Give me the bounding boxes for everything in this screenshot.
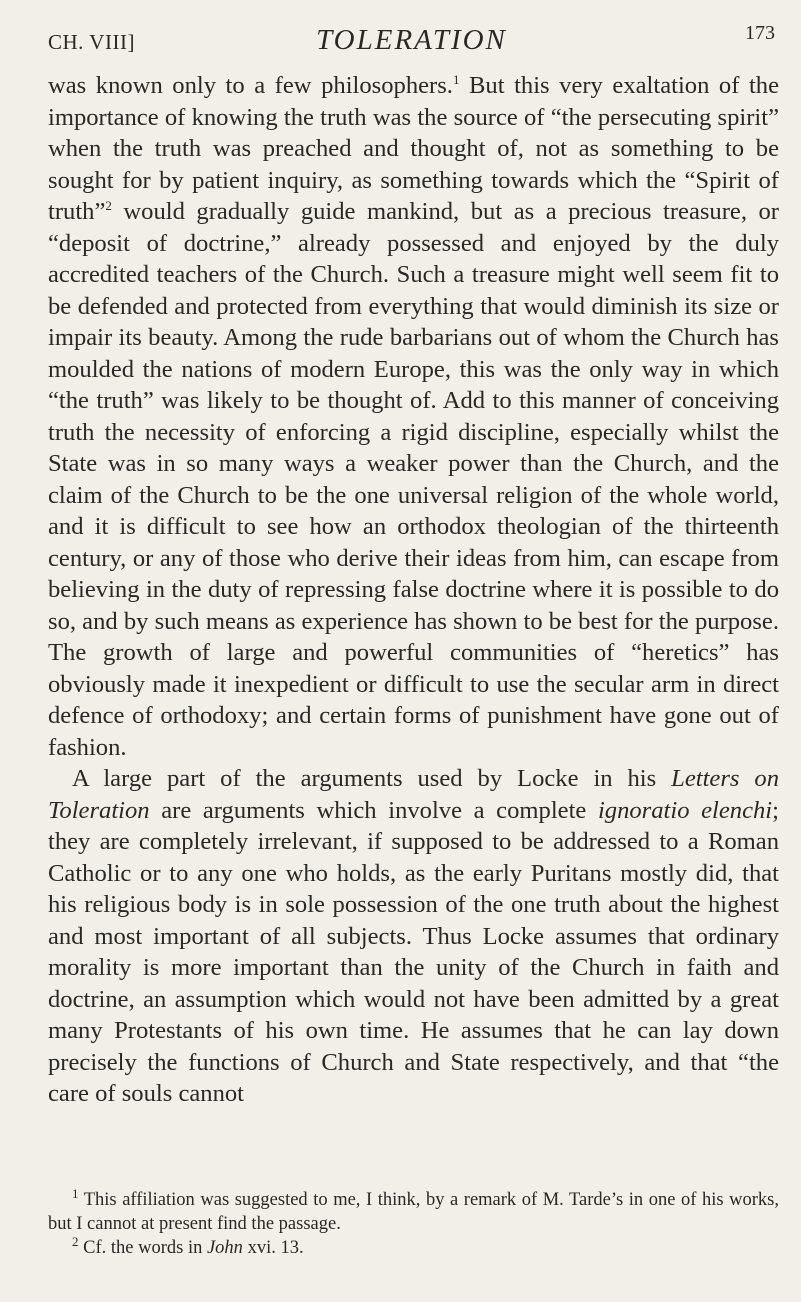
paragraph bbox=[48, 70, 779, 763]
running-title: TOLERATION bbox=[316, 24, 507, 56]
footnote-marker: 1 bbox=[72, 1185, 79, 1201]
text-run: A large part of the arguments used by Locke in his bbox=[72, 765, 672, 792]
text-run: would gradually guide mankind, but as a precious treasure, or “deposit of doctrine,” already possessed and enjoyed by the duly accredited teachers of the Church. Such a treasure might well seem fit to be defended and protected from everything that would diminish its size or impair its beauty. Among the rude barbarians out of whom the Church has moulded the nations of modern Europe, this was the only way in which “the truth” was likely to be thought of. Add to this manner of conceiving truth the necessity of enforcing a rigid discipline, especially whilst the State was in so many ways a weaker power than the Church, and the claim of the Church to be the one universal religion of the whole world, and it is difficult to see how an orthodox theologian of the thirteenth century, or any of those who derive their ideas from him, can escape from believing in the duty of repressing false doctrine where it is possible to do so, and by such means as experience has shown to be best for the purpose. The growth of large and powerful communities of “heretics” has obviously made it inexpedient or difficult to use the secular arm in direct defence of orthodoxy; and certain forms of punishment have gone out of fashion. bbox=[48, 198, 779, 761]
text-run: xvi. 13. bbox=[242, 1238, 304, 1258]
italic-text: Letters on Toleration bbox=[48, 765, 780, 824]
italic-text: ignoratio elenchi bbox=[597, 796, 773, 824]
text-run: But this very exaltation of the importance of knowing the truth was the source of “the persecuting spirit” when the truth was preached and thought of, not as something to be sought for by patient inquiry, as something towards which the “Spirit of truth” bbox=[48, 72, 779, 225]
text-run: This affiliation was suggested to me, I think, by a remark of M. Tarde’s in one of his works, but I cannot at present find the passage. bbox=[48, 1190, 779, 1234]
text-run: are arguments which involve a complete bbox=[149, 796, 598, 824]
page-number: 173 bbox=[745, 22, 775, 44]
footnotes bbox=[48, 1185, 779, 1260]
footnote bbox=[48, 1233, 779, 1260]
text-run: ; they are completely irrelevant, if supposed to be addressed to a Roman Catholic or to any one who holds, as the early Puritans mostly did, that his religious body is in sole possession of the one truth about the highest and most important of all subjects. Thus Locke assumes that ordinary morality is more important than the unity of the Church in faith and doctrine, an assumption which would not have been admitted by a great many Protestants of his own time. He assumes that he can lay down precisely the functions of Church and State respectively, and that “the care of souls cannot bbox=[48, 796, 779, 1107]
text-run: Cf. the words in bbox=[78, 1238, 207, 1258]
italic-text: John bbox=[206, 1238, 243, 1258]
footnote-marker: 1 bbox=[452, 71, 460, 87]
footnote-marker: 2 bbox=[105, 197, 112, 213]
body-text bbox=[48, 70, 779, 1110]
footnote-marker: 2 bbox=[72, 1233, 79, 1249]
paragraph bbox=[48, 763, 779, 1110]
text-run: was known only to a few philosophers. bbox=[48, 72, 453, 99]
chapter-label: CH. VIII] bbox=[48, 30, 135, 54]
footnote bbox=[48, 1185, 779, 1236]
page-header bbox=[48, 20, 775, 56]
